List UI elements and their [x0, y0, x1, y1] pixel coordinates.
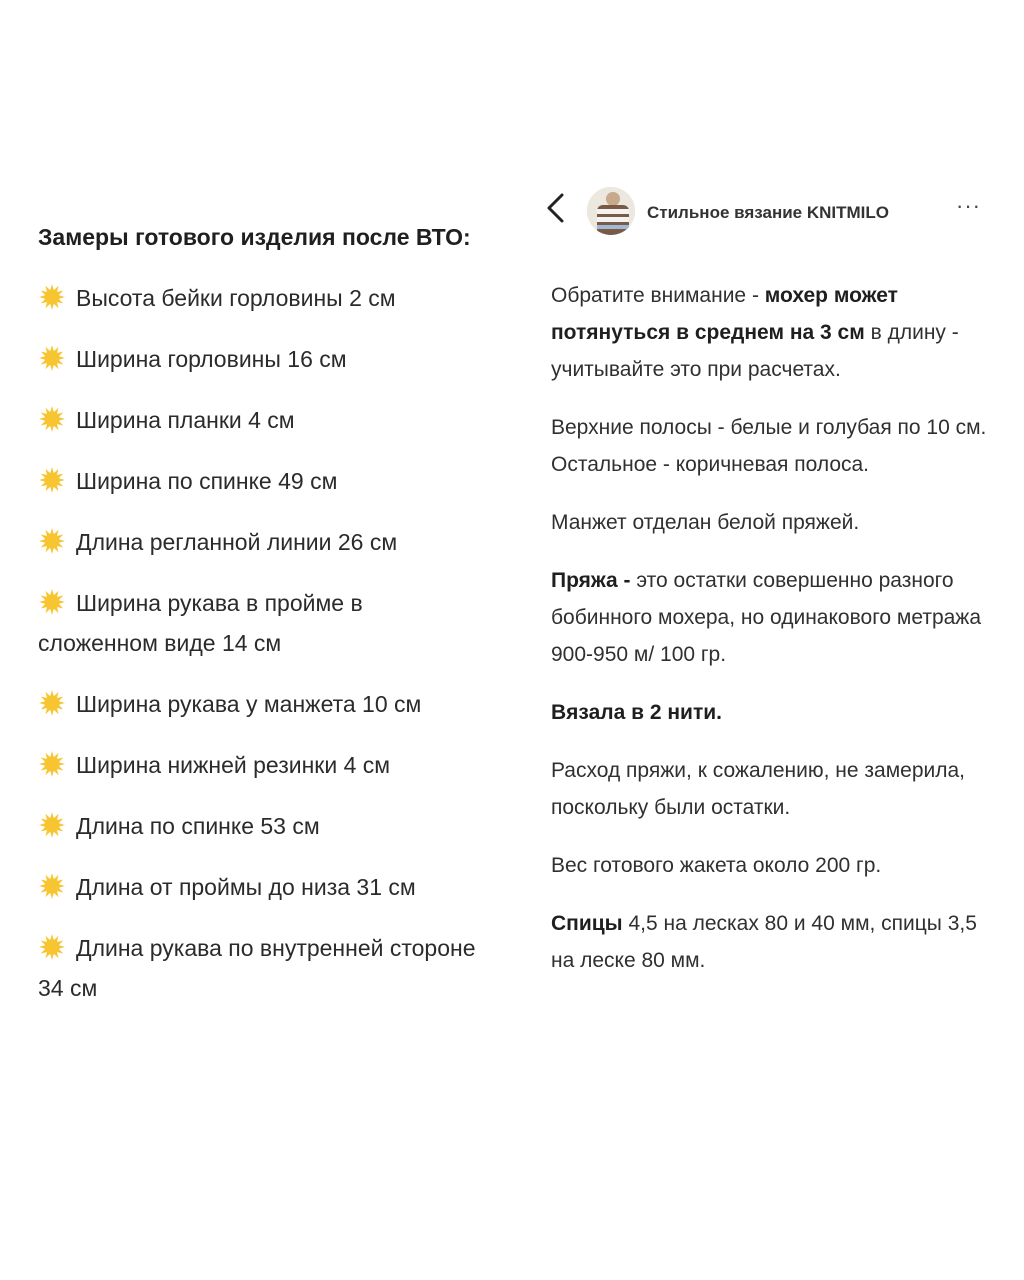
measurement-item	[38, 867, 488, 907]
post-bold-text: мохер может потянуться в среднем на 3 см	[551, 284, 898, 344]
post-paragraph-threads	[551, 694, 991, 731]
post-paragraph-consumption: Расход пряжи, к сожалению, не замерила, поскольку были остатки.	[551, 759, 966, 819]
back-chevron-icon[interactable]	[543, 191, 569, 225]
measurements-panel	[38, 218, 488, 1029]
sun-emoji-icon	[38, 405, 66, 433]
more-options-icon[interactable]: ···	[956, 193, 981, 218]
sun-emoji-icon	[38, 283, 66, 311]
post-text: Обратите внимание -	[551, 284, 765, 307]
avatar-image-icon	[587, 187, 635, 235]
post-text: это остатки совершенно разного бобинного мохера, но одинакового метража 900-950 м/ 100 гр.	[551, 569, 982, 666]
measurement-text: Ширина планки 4 см	[76, 407, 295, 433]
post-text: 4,5 на лесках 80 и 40 мм, спицы 3,5 на леске 80 мм.	[551, 912, 977, 972]
post-paragraph-note	[551, 277, 991, 388]
post-paragraph-yarn	[551, 562, 991, 673]
measurement-item	[38, 928, 488, 1008]
sun-emoji-icon	[38, 750, 66, 778]
post-bold-text: Спицы	[551, 912, 623, 935]
measurements-list	[38, 278, 488, 1008]
measurement-text: Ширина горловины 16 см	[76, 346, 347, 372]
measurement-text: Длина от проймы до низа 31 см	[76, 874, 416, 900]
measurement-text: Высота бейки горловины 2 см	[76, 285, 396, 311]
post-panel	[551, 183, 991, 1000]
sun-emoji-icon	[38, 811, 66, 839]
measurement-item	[38, 684, 488, 724]
post-header	[551, 183, 991, 243]
measurement-item	[38, 522, 488, 562]
sun-emoji-icon	[38, 527, 66, 555]
sun-emoji-icon	[38, 466, 66, 494]
sun-emoji-icon	[38, 689, 66, 717]
measurement-text: Ширина рукава у манжета 10 см	[76, 691, 422, 717]
measurement-item	[38, 583, 488, 663]
measurements-title: Замеры готового изделия после ВТО:	[38, 224, 471, 250]
measurement-text: Длина по спинке 53 см	[76, 813, 320, 839]
measurement-text: Ширина по спинке 49 см	[76, 468, 338, 494]
sun-emoji-icon	[38, 344, 66, 372]
measurement-item	[38, 400, 488, 440]
post-paragraph-stripes: Верхние полосы - белые и голубая по 10 см. Остальное - коричневая полоса.	[551, 416, 987, 476]
measurement-item	[38, 278, 488, 318]
measurement-item	[38, 806, 488, 846]
post-paragraph-needles	[551, 905, 991, 979]
post-text: в длину - учитывайте это при расчетах.	[551, 321, 959, 381]
sun-emoji-icon	[38, 872, 66, 900]
measurement-text: Длина регланной линии 26 см	[76, 529, 398, 555]
post-bold-text: Пряжа -	[551, 569, 631, 592]
post-bold-text: Вязала в 2 нити.	[551, 701, 722, 724]
post-paragraph-weight: Вес готового жакета около 200 гр.	[551, 854, 882, 877]
sun-emoji-icon	[38, 933, 66, 961]
post-paragraph-cuff: Манжет отделан белой пряжей.	[551, 511, 860, 534]
avatar[interactable]	[587, 187, 635, 235]
measurement-item	[38, 745, 488, 785]
measurement-text: Ширина рукава в пройме в сложенном виде 14 см	[38, 590, 363, 656]
measurement-text: Длина рукава по внутренней стороне 34 см	[38, 935, 476, 1001]
measurement-item	[38, 339, 488, 379]
post-body	[551, 277, 991, 979]
measurement-item	[38, 461, 488, 501]
sun-emoji-icon	[38, 588, 66, 616]
channel-name[interactable]: Стильное вязание KNITMILO	[647, 203, 890, 222]
measurement-text: Ширина нижней резинки 4 см	[76, 752, 391, 778]
